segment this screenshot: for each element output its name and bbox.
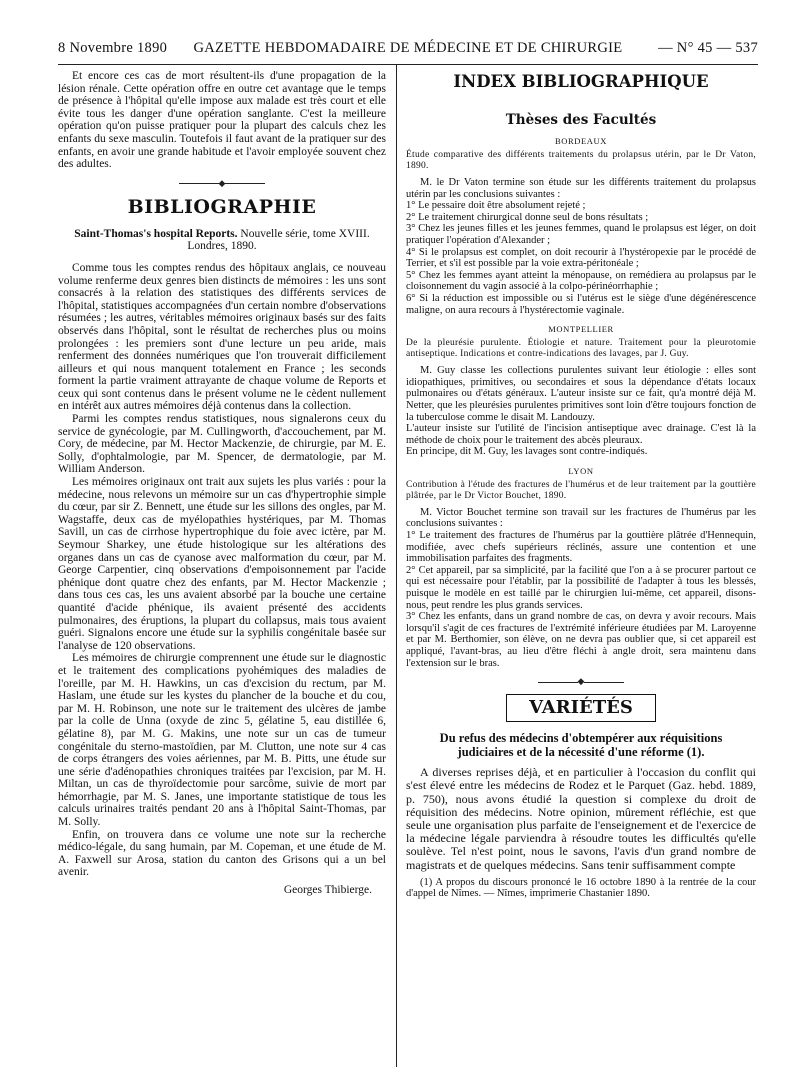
- header-issue-page: — N° 45 — 537: [658, 40, 758, 56]
- section-title-varietes: VARIÉTÉS: [506, 694, 656, 722]
- thesis-1-title: Étude comparative des différents traitements du prolapsus utérin, par le Dr Vaton, 1890.: [406, 150, 756, 171]
- article-title: Du refus des médecins d'obtempérer aux réquisitions judiciaires et de la nécessité d'une réforme (1).: [439, 731, 723, 759]
- page-header: [58, 38, 758, 62]
- review-book-title: Saint-Thomas's hospital Reports.: [74, 227, 238, 240]
- city-label-lyon: LYON: [568, 465, 594, 476]
- right-column: [406, 70, 756, 900]
- thesis-2-summary: M. Guy classe les collections purulentes suivant leur étiologie : elles sont idiopathiques, primitives, ou secondaires et sous la dépendance d'états locaux pulmonaires ou d'états généraux. L'auteur insiste sur ce fait, qu'a montré déjà M. Netter, que les pleurésies purulentes primitives sont loin d'être toujours fonction de la tuberculose comme le disait M. Landouzy. L'auteur insiste sur l'utilité de l'incision antiseptique avec drainage. C'est là la méthode de choix pour le traitement des abcès pleuraux. En principe, dit M. Guy, les lavages sont contre-indiqués.: [406, 365, 756, 458]
- section-title-bibliographie: BIBLIOGRAPHIE: [127, 195, 317, 218]
- left-column: [58, 70, 386, 897]
- review-paragraph-4: Les mémoires de chirurgie comprennent une étude sur le diagnostic et le traitement des complications pyohémiques des maladies de l'oreille, par M. H. Hawkins, un cas d'excision du rectum, par M. Haslam, une étude sur les kystes du plancher de la bouche et du cou, par M. H. Robinson, une note sur le traitement des ulcères de jambe par la colle de Unna (oxyde de zinc 5, gélatine 5, eau distillée 6, gélatine 8), par M. G. Makins, une note sur un cas de tumeur congénitale du sterno-mastoïdien, par M. Clutton, une note sur 4 cas de corps étrangers des voies aériennes, par M. B. Pitts, une étude sur une série d'adénopathies chroniques traitées par l'excision, par M. H. Miltan, un cas de thyroïdectomie pour sarcôme, suivie de mort par hémorrhagie, par M. S. Janes, une importante statistique de tous les calculs urinaires traités pendant 20 ans à l'hôpital Saint-Thomas, par M. Solly.: [58, 652, 386, 829]
- header-date: 8 Novembre 1890: [58, 40, 168, 56]
- review-paragraph-2: Parmi les comptes rendus statistiques, nous signalerons ceux du service de gynécologie, par M. Cullingworth, d'accouchement, par M. Cory, de médecine, par M. Hector Mackenzie, de chirurgie, par M. E. Solly, d'ophtalmologie, par M. Spencer, de dermatologie, par M. William Anderson.: [58, 413, 386, 476]
- column-divider: [396, 65, 397, 1067]
- thesis-2-title: De la pleurésie purulente. Étiologie et nature. Traitement pour la pleurotomie antiseptique. Indications et contre-indications des lavages, par J. Guy.: [406, 338, 756, 360]
- thesis-3-summary: M. Victor Bouchet termine son travail sur les fractures de l'humérus par les conclusions suivantes : 1° Le traitement des fractures de l'humérus par la gouttière plâtrée d'Hennequin, modifiée, avec chefs supérieurs réclinés, assure une contention et une immobilisation parfaites des fragments. 2° Cet appareil, par sa simplicité, par la facilité que l'on a à se procurer partout ce qui est nécessaire pour l'établir, par la possibilité de l'adapter à tous les blessés, puisque le modèle en est taillé par le chirurgien lui-même, cet appareil, disons-nous, peut rendre les plus grands services. 3° Chez les enfants, dans un grand nombre de cas, on devra y avoir recours. Mais lorsqu'il s'agit de ces fractures de l'extrémité inférieure étudiées par M. Laroyenne et par M. Berthomier, son élève, on ne devra pas oublier que, si cet appareil est appliqué, l'avant-bras, au lieu d'être fléchi à angle droit, sera maintenu dans l'extension sur le bras.: [406, 506, 756, 669]
- review-heading: [58, 228, 386, 253]
- review-signature: Georges Thibierge.: [283, 884, 372, 897]
- thesis-1-summary: M. le Dr Vaton termine son étude sur les différents traitement du prolapsus utérin par les conclusions suivantes : 1° Le pessaire doit être absolument rejeté ; 2° Le traitement chirurgical donne seul de bons résultats ; 3° Chez les jeunes filles et les jeunes femmes, quand le prolapsus est léger, on doit pratiquer l'opération d'Alexander ; 4° Si le prolapsus est complet, on doit recourir à l'hystéropexie par le procédé de Terrier, et s'il est possible par la voie extra-péritonéale ; 5° Chez les femmes ayant atteint la ménopause, on remédiera au prolapsus par le cloisonnement du vagin associé à la colpo-périnéorrhaphie ; 6° Si la réduction est impossible ou si l'utérus est le siège d'une dégénérescence maligne, on aura recours à l'hystérectomie vaginale.: [406, 177, 756, 316]
- article-body: A diverses reprises déjà, et en particulier à l'occasion du conflit qui s'est élevé entre les médecins de Rodez et le Parquet (Gaz. hebd. 1889, p. 750), nous avons étudié la question si complexe du droit de réquisition des médecins. Notre opinion, mûrement réfléchie, est que seule une organisation plus parfaite de l'enseignement et de l'exercice de la médecine légale parviendra à résoudre toutes les difficultés qu'elle soulève. Tel n'est point, nous le savons, l'avis d'un grand nombre de magistrats et de quelques médecins. Sans tenir suffisamment compte: [406, 765, 756, 872]
- review-paragraph-3: Les mémoires originaux ont trait aux sujets les plus variés : pour la médecine, nous relevons un mémoire sur un cas d'hypertrophie simple du cœur, par sir Z. Bennett, une étude sur les sillons des ongles, par M. Wagstaffe, deux cas de myélopathies hystériques, par M. Thomas Savill, un cas de cirrhose hypertrophique du foie avec ictère, par M. Seymour Sharkey, une étude histologique sur les altérations des organes dans un cas de cyanose avec malformation du cœur, par M. George Carpentier, cinq observations d'empoisonnement par l'acide phénique dont quatre chez des enfants, par M. Hector Mackenzie ; dans tous ces cas, les uns avaient absorbé par la bouche une certaine quantité d'acide phénique, ils avaient présenté des accidents pulmonaires, des éruptions, la plupart du collapsus, mais tous avaient guéri. Signalons encore une étude sur la syphilis congénitale basée sur l'analyse de 120 observations.: [58, 476, 386, 652]
- varietes-box-wrapper: [406, 694, 756, 722]
- separator-ornament: ◆: [58, 179, 386, 187]
- header-journal-title: GAZETTE HEBDOMADAIRE DE MÉDECINE ET DE CHIRURGIE: [193, 40, 623, 56]
- separator-ornament-2: ◆: [406, 677, 756, 685]
- thesis-3-title: Contribution à l'étude des fractures de l'humérus et de leur traitement par la gouttière plâtrée, par le Dr Victor Bouchet, 1890.: [406, 479, 756, 501]
- review-paragraph-1: Comme tous les comptes rendus des hôpitaux anglais, ce nouveau volume renferme deux genres bien distincts de mémoires : les uns sont consacrés à la relation des statistiques des différents services de l'hôpital, statistiques accompagnées d'un certain nombre d'observations résumées ; les autres, véritables mémoires originaux basés sur des faits observés dans l'hôpital, sont le résultat de recherches plus ou moins prolongées : les premiers sont d'une lecture un peu aride, mais renferment des données numériques que l'on trouverait difficilement ailleurs et qui nous manquent totalement en France ; les seconds forment la partie vraiment attrayante de chaque volume de Reports et ceux qui sont contenus dans le présent volume ne le cèdent nullement en intérêt aux autres mémoires déjà contenus dans la collection.: [58, 261, 386, 413]
- review-book-details: Nouvelle série, tome XVIII. Londres, 1890.: [187, 227, 370, 253]
- header-rule: [58, 64, 758, 65]
- city-label-montpellier: MONTPELLIER: [548, 324, 614, 335]
- section-title-index: INDEX BIBLIOGRAPHIQUE: [453, 72, 709, 91]
- city-label-bordeaux: BORDEAUX: [554, 136, 608, 146]
- article-footnote: (1) A propos du discours prononcé le 16 octobre 1890 à la rentrée de la cour d'appel de Nîmes. — Nîmes, imprimerie Chastanier 1890.: [406, 876, 756, 900]
- theses-heading: Thèses des Facultés: [505, 112, 657, 128]
- review-paragraph-5: Enfin, on trouvera dans ce volume une note sur la recherche médico-légale, du sang humain, par M. Copeman, et une étude de M. A. Faxwell sur Arosa, station du canton des Grisons qui a un bel avenir.: [58, 828, 386, 879]
- intro-paragraph: Et encore ces cas de mort résultent-ils d'une propagation de la lésion rénale. Cette opération offre en outre cet avantage que le temps de présence à l'hôpital qu'elle impose aux malade est très court et elle évite tous les danger d'une opération sanglante. C'est la meilleure opération qu'on puisse pratiquer pour la plupart des calculs chez les enfants du sexe masculin. Toutefois il faut avant de la pratiquer sur des enfants, en avoir une grande habitude et l'avoir employée souvent chez des adultes.: [58, 70, 386, 171]
